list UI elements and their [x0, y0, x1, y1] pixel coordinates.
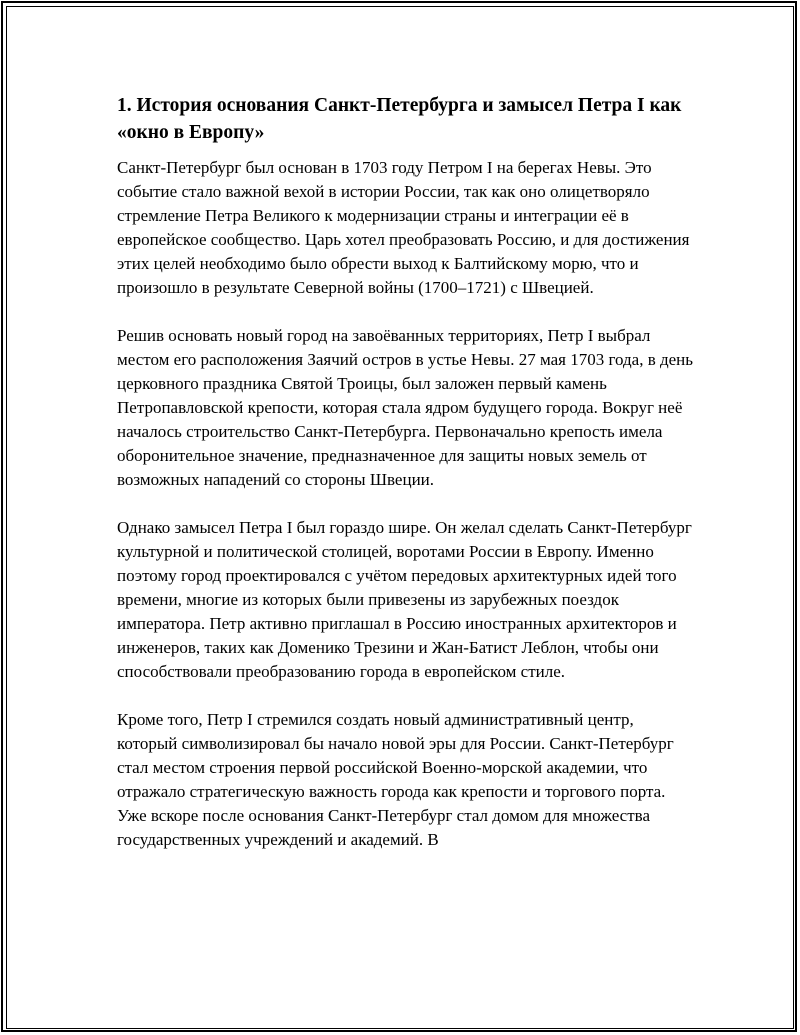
paragraph-vision: Однако замысел Петра I был гораздо шире. Он желал сделать Санкт-Петербург культурной и политической столицей, воротами России в Европу. Именно поэтому город проектировался с учётом передовых архитектурных идей того времени, многие из которых были привезены из зарубежных поездок императора. Петр активно приглашал в Россию иностранных архитекторов и инженеров, таких как Доменико Трезини и Жан-Батист Леблон, чтобы они способствовали преобразованию города в европейском стиле. — [117, 518, 692, 681]
paragraph-founding: Санкт-Петербург был основан в 1703 году Петром I на берегах Невы. Это событие стало важной вехой в истории России, так как оно олицетворяло стремление Петра Великого к модернизации страны и интеграции её в европейское сообщество. Царь хотел преобразовать Россию, и для достижения этих целей необходимо было обрести выход к Балтийскому морю, что и произошло в результате Северной войны (1700–1721) с Швецией. — [117, 158, 690, 297]
section-heading: 1. История основания Санкт-Петербурга и замысел Петра I как «окно в Европу» — [117, 95, 682, 143]
paragraph-admin-center: Кроме того, Петр I стремился создать новый административный центр, который символизировал бы начало новой эры для России. Санкт-Петербург стал местом строения первой российской Военно-морской академии, что отражало стратегическую важность города как крепости и торгового порта. Уже вскоре после основания Санкт-Петербург стал домом для множества государственных учреждений и академий. В — [117, 710, 674, 849]
document-body — [117, 92, 697, 876]
paragraph-fortress: Решив основать новый город на завоёванных территориях, Петр I выбрал местом его расположения Заячий остров в устье Невы. 27 мая 1703 года, в день церковного праздника Святой Троицы, был заложен первый камень Петропавловской крепости, которая стала ядром будущего города. Вокруг неё началось строительство Санкт-Петербурга. Первоначально крепость имела оборонительное значение, предназначенное для защиты новых земель от возможных нападений со стороны Швеции. — [117, 326, 694, 489]
